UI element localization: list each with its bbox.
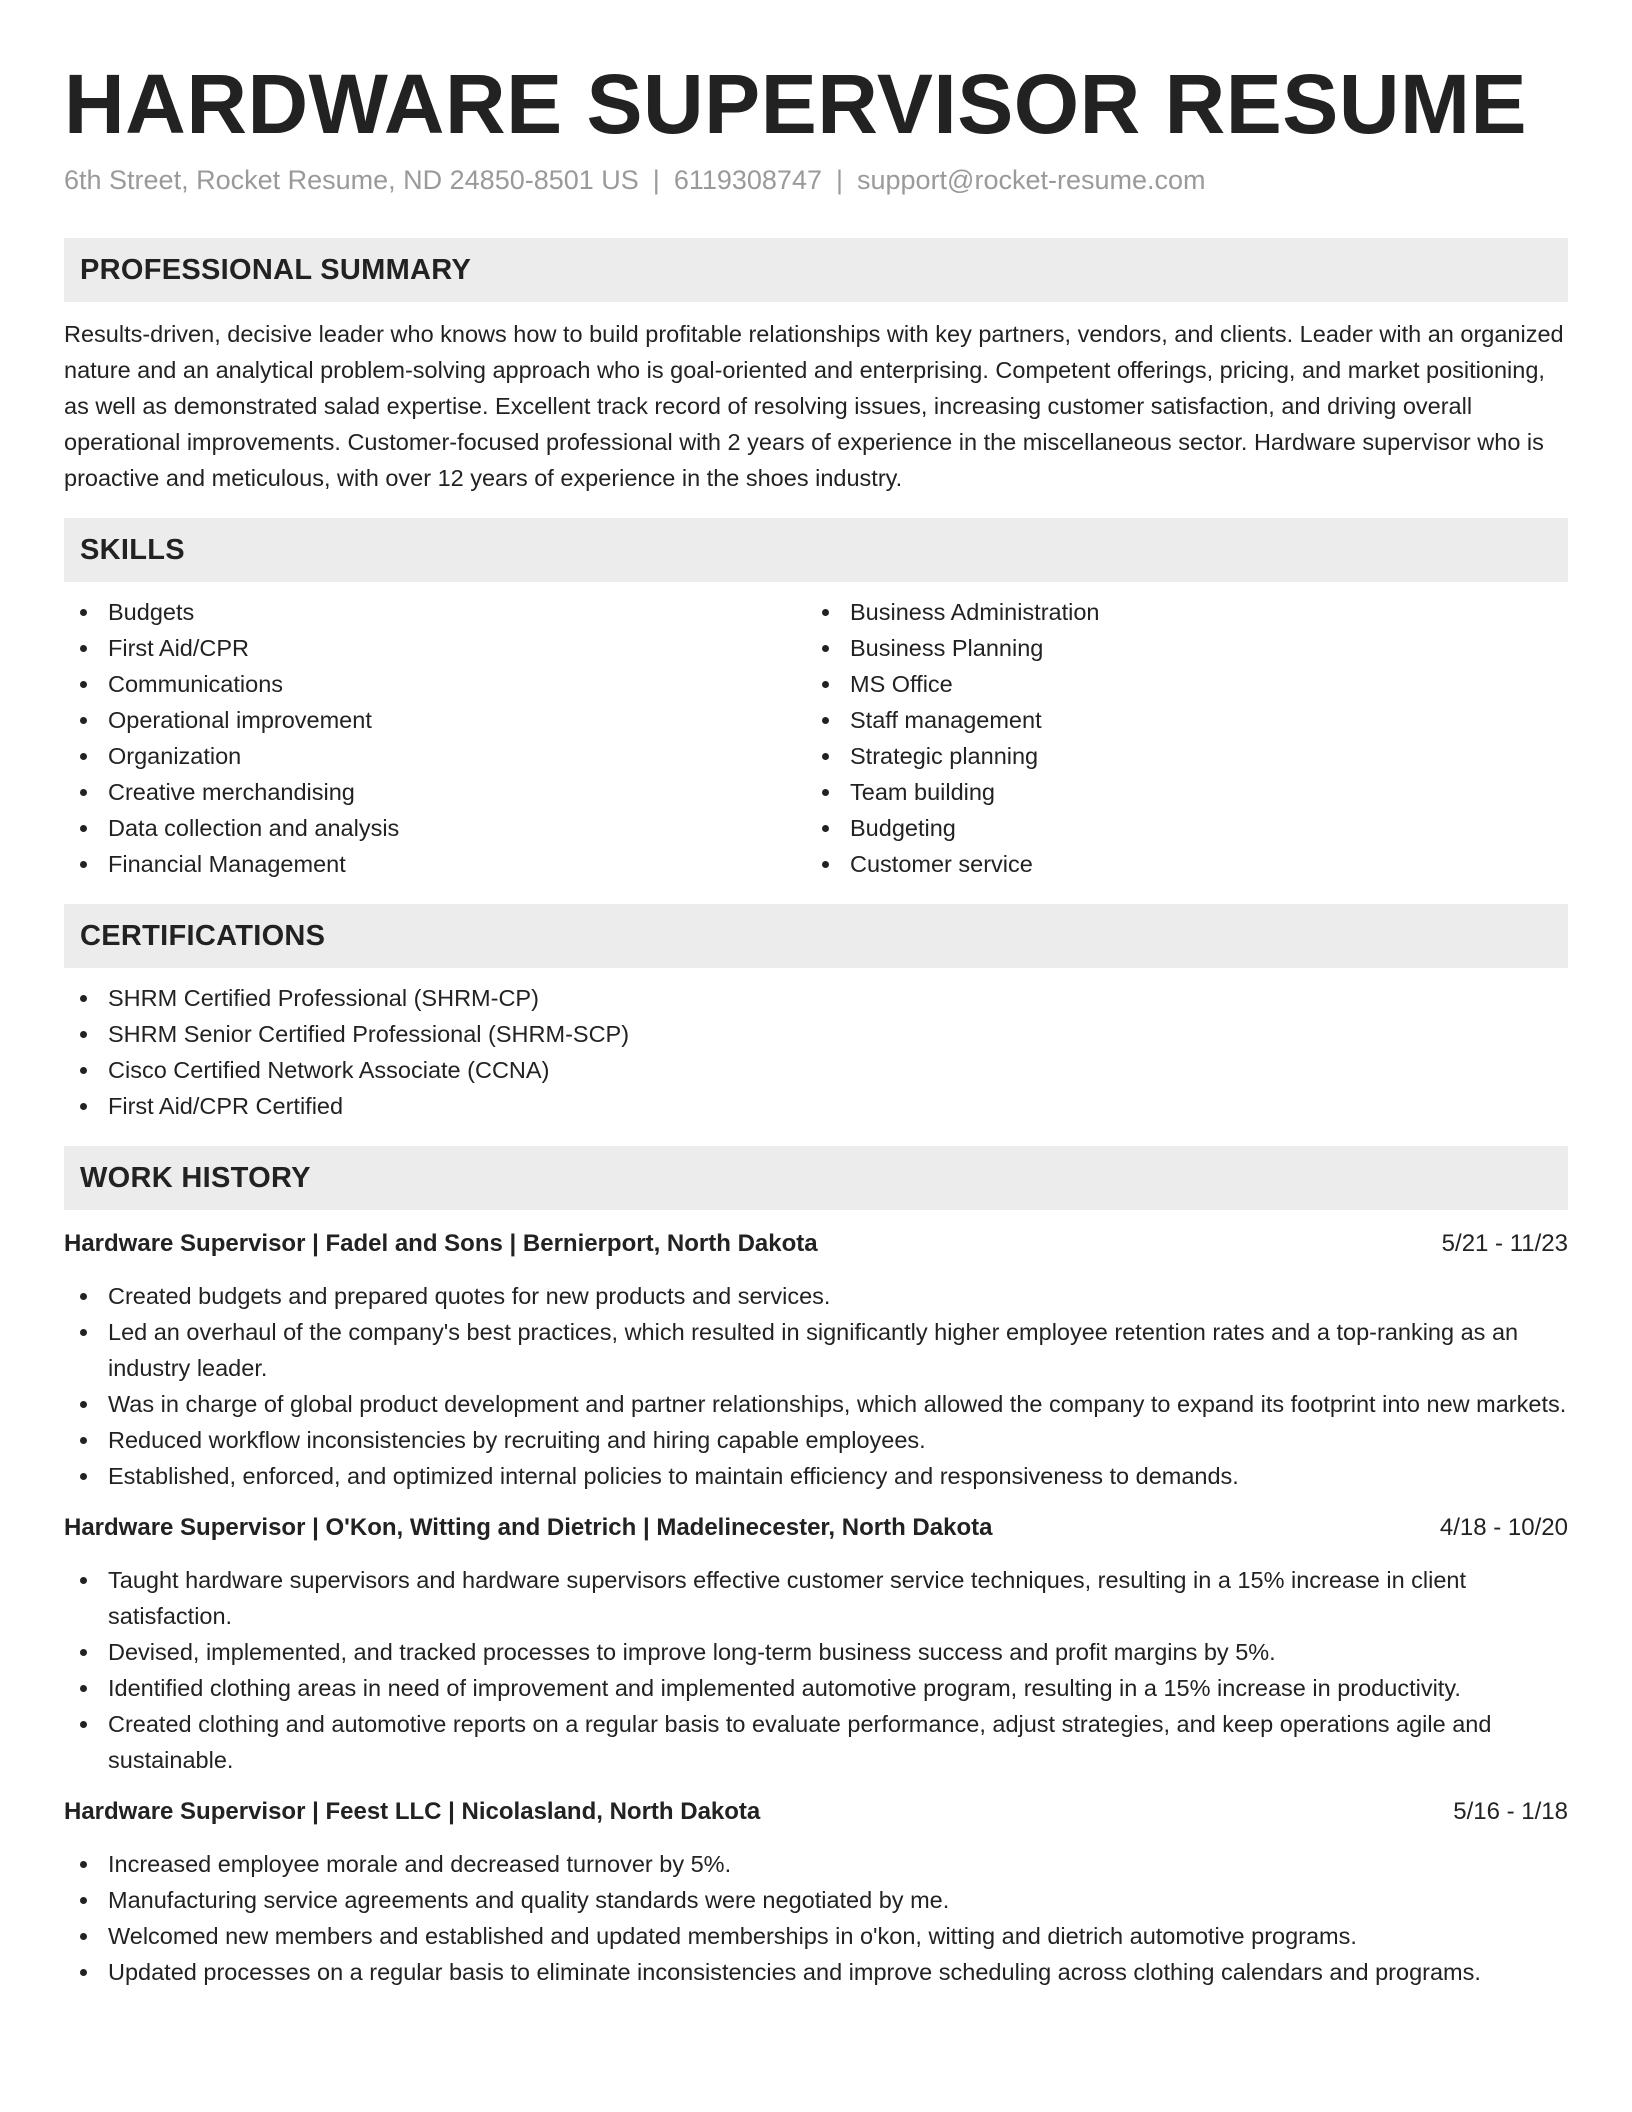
section-heading-work-history: WORK HISTORY [64, 1146, 1568, 1210]
job-bullet: Devised, implemented, and tracked processes to improve long-term business success and profit margins by 5%. [64, 1634, 1568, 1670]
contact-separator: | [652, 165, 660, 195]
contact-separator: | [835, 165, 843, 195]
job-bullets [64, 1846, 1568, 1990]
section-heading-summary: PROFESSIONAL SUMMARY [64, 238, 1568, 302]
job-header [64, 1226, 1568, 1262]
job-header [64, 1510, 1568, 1546]
skill-item: Customer service [806, 846, 1548, 882]
skill-item: Data collection and analysis [64, 810, 806, 846]
job-dates: 4/18 - 10/20 [1439, 1514, 1568, 1541]
certification-item: SHRM Certified Professional (SHRM-CP) [64, 980, 1568, 1016]
job-bullet: Created budgets and prepared quotes for new products and services. [64, 1278, 1568, 1314]
skill-item: Financial Management [64, 846, 806, 882]
skill-item: Staff management [806, 702, 1548, 738]
job-bullet: Led an overhaul of the company's best practices, which resulted in significantly higher employee retention rates and a top-ranking as an industry leader. [64, 1314, 1568, 1386]
certification-item: SHRM Senior Certified Professional (SHRM-SCP) [64, 1016, 1568, 1052]
job-bullet: Created clothing and automotive reports on a regular basis to evaluate performance, adjust strategies, and keep operations agile and sustainable. [64, 1706, 1568, 1778]
contact-email: support@rocket-resume.com [857, 165, 1206, 195]
contact-phone: 6119308747 [673, 165, 822, 195]
job-bullet: Reduced workflow inconsistencies by recruiting and hiring capable employees. [64, 1422, 1568, 1458]
job-entry [64, 1794, 1568, 1990]
job-bullet: Identified clothing areas in need of improvement and implemented automotive program, resulting in a 15% increase in productivity. [64, 1670, 1568, 1706]
skill-item: Organization [64, 738, 806, 774]
job-bullet: Increased employee morale and decreased turnover by 5%. [64, 1846, 1568, 1882]
job-bullet: Was in charge of global product development and partner relationships, which allowed the company to expand its footprint into new markets. [64, 1386, 1568, 1422]
job-bullet: Updated processes on a regular basis to eliminate inconsistencies and improve scheduling across clothing calendars and programs. [64, 1954, 1568, 1990]
skill-item: Strategic planning [806, 738, 1548, 774]
contact-address: 6th Street, Rocket Resume, ND 24850-8501 US [64, 165, 639, 195]
skill-item: Business Administration [806, 594, 1548, 630]
job-bullet: Welcomed new members and established and updated memberships in o'kon, witting and dietrich automotive programs. [64, 1918, 1568, 1954]
certification-item: Cisco Certified Network Associate (CCNA) [64, 1052, 1568, 1088]
skill-item: Budgeting [806, 810, 1548, 846]
skill-item: MS Office [806, 666, 1548, 702]
skill-item: Operational improvement [64, 702, 806, 738]
skills-list-left [64, 594, 806, 882]
job-header [64, 1794, 1568, 1830]
skill-item: Budgets [64, 594, 806, 630]
section-heading-skills: SKILLS [64, 518, 1568, 582]
contact-line [64, 162, 1568, 198]
job-bullets [64, 1278, 1568, 1494]
section-heading-certifications: CERTIFICATIONS [64, 904, 1568, 968]
job-dates: 5/21 - 11/23 [1441, 1230, 1568, 1257]
resume-page [64, 50, 1568, 1990]
skill-item: Communications [64, 666, 806, 702]
job-title: Hardware Supervisor | O'Kon, Witting and Dietrich | Madelinecester, North Dakota [64, 1514, 993, 1541]
skill-item: First Aid/CPR [64, 630, 806, 666]
job-entry [64, 1226, 1568, 1494]
skill-item: Business Planning [806, 630, 1548, 666]
certifications-list [64, 980, 1568, 1124]
job-entry [64, 1510, 1568, 1778]
skills-list-right [806, 594, 1548, 882]
job-dates: 5/16 - 1/18 [1453, 1798, 1568, 1825]
job-bullet: Taught hardware supervisors and hardware supervisors effective customer service techniques, resulting in a 15% increase in client satisfaction. [64, 1562, 1568, 1634]
job-bullet: Manufacturing service agreements and quality standards were negotiated by me. [64, 1882, 1568, 1918]
job-title: Hardware Supervisor | Fadel and Sons | Bernierport, North Dakota [64, 1230, 818, 1257]
skill-item: Team building [806, 774, 1548, 810]
skill-item: Creative merchandising [64, 774, 806, 810]
job-bullets [64, 1562, 1568, 1778]
job-title: Hardware Supervisor | Feest LLC | Nicolasland, North Dakota [64, 1798, 761, 1825]
summary-text: Results-driven, decisive leader who knows how to build profitable relationships with key partners, vendors, and clients. Leader with an organized nature and an analytical problem-solving approach who is goal-oriented and enterprising. Competent offerings, pricing, and market positioning, as well as demonstrated salad expertise. Excellent track record of resolving issues, increasing customer satisfaction, and driving overall operational improvements. Customer-focused professional with 2 years of experience in the miscellaneous sector. Hardware supervisor who is proactive and meticulous, with over 12 years of experience in the shoes industry. [64, 321, 1564, 491]
certification-item: First Aid/CPR Certified [64, 1088, 1568, 1124]
job-bullet: Established, enforced, and optimized internal policies to maintain efficiency and responsiveness to demands. [64, 1458, 1568, 1494]
skills-grid [64, 594, 1568, 882]
resume-title: HARDWARE SUPERVISOR RESUME [64, 57, 1527, 151]
